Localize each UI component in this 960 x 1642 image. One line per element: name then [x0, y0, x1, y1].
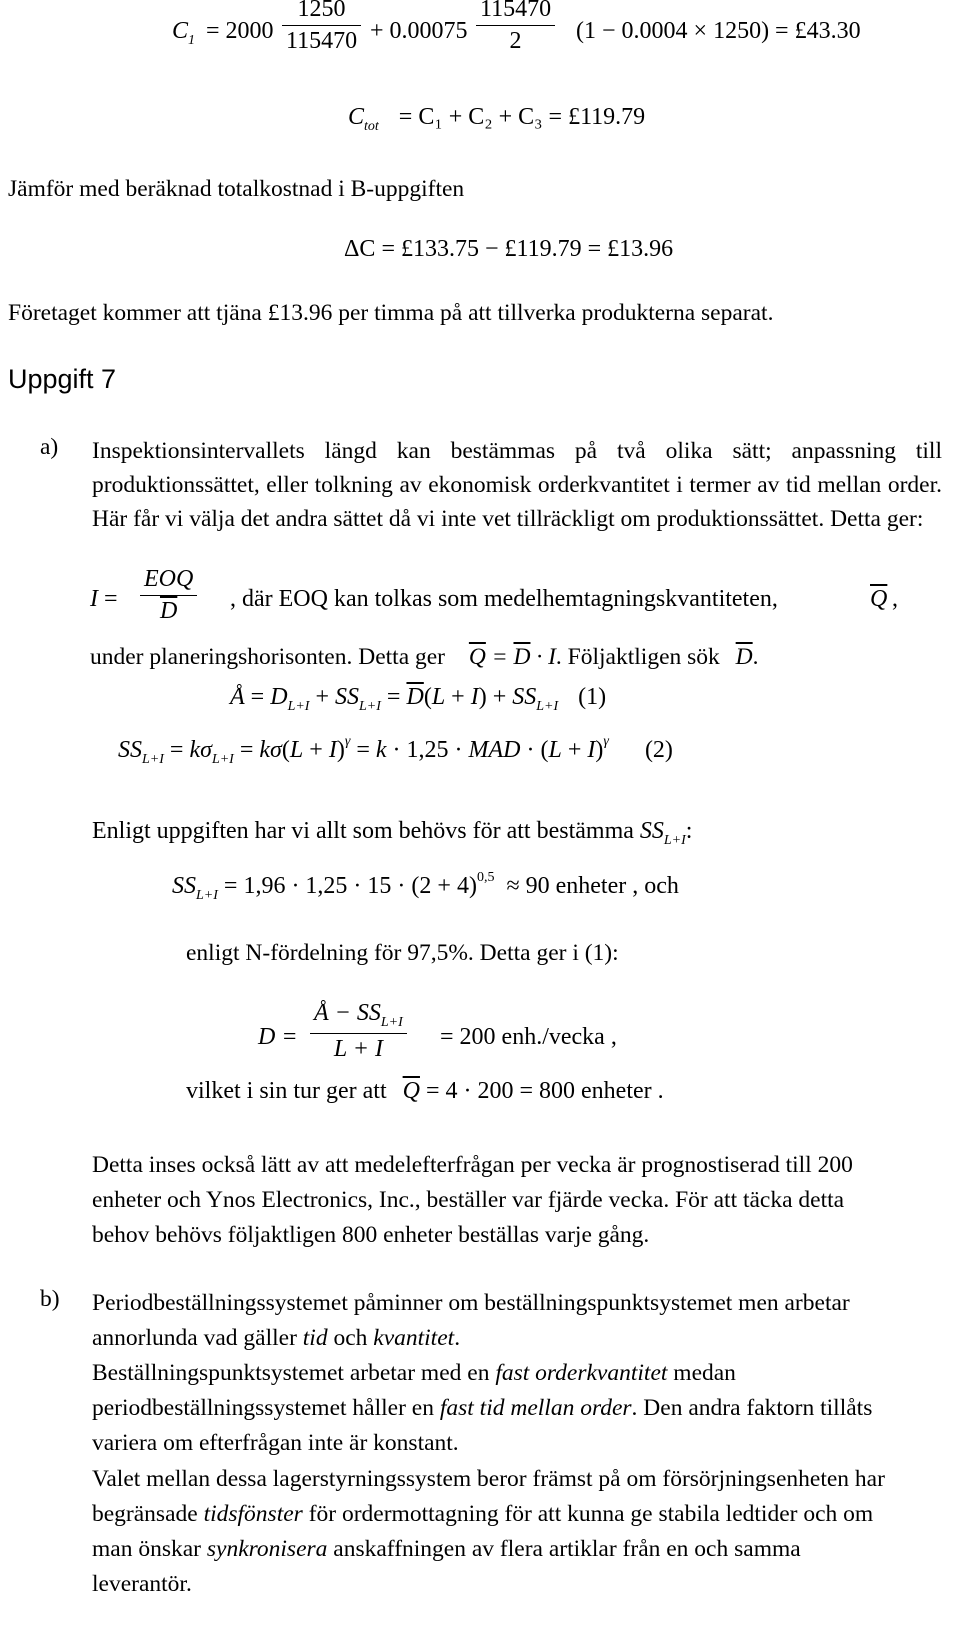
eoq-fraction	[140, 566, 197, 625]
planning-line: under planeringshorisonten. Detta ger $\overline{Q} = \overline{D} \cdot I$. Följaktligen sök $\overline{D}$.	[90, 644, 759, 670]
ss-calculation: $SS_{L+I} = 1,96 \cdot 1,25 \cdot 15 \cdot (2 + 4)^{0,5} \approx 90$ enheter , och	[172, 870, 679, 903]
equation-1-number: (1)	[578, 684, 607, 710]
ctot-result: = C₁ + C₂ + C₃ = £119.79	[398, 104, 646, 130]
part-b-p2: Beställningspunktsystemet arbetar med en fast orderkvantitet medan periodbeställningssystemet håller en fast tid mellan order. Den andra faktorn tillåts variera om efterfrågan inte är konstant.	[92, 1360, 873, 1456]
ss-calc-exponent: 0,5	[476, 870, 495, 885]
eoq-numerator: EOQ	[140, 566, 197, 596]
c1-fraction-1	[282, 0, 361, 55]
ctot-subscript: tot	[364, 119, 379, 134]
following-text: . Följaktligen sök	[555, 644, 720, 670]
conclusion-text: Företaget kommer att tjäna £13.96 per timma på att tillverka produkterna separat.	[8, 300, 774, 326]
q-result-line: vilket i sin tur ger att $\overline{Q} = 4 \cdot 200 = 800$ enheter .	[186, 1078, 664, 1104]
c1-frac2-numerator: 115470	[476, 0, 555, 26]
c1-plus-term: + 0.00075	[370, 18, 468, 44]
c1-equals: = 2000	[206, 18, 274, 44]
q-bar-symbol: $\overline{Q}$	[870, 586, 888, 612]
normal-text: enligt N-fördelning för 97,5%. Detta ger i (1):	[186, 940, 619, 966]
equation-2: $SS_{L+I} = k\sigma_{L+I} = k\sigma(L + I)^\gamma = k \cdot 1,25$ · MAD · $(L + I)^\gamma$ (2)	[118, 734, 673, 767]
c1-subscript: 1	[188, 33, 196, 48]
d-numerator-sub: L+I	[380, 1015, 403, 1030]
q-result-text: vilket i sin tur ger att	[186, 1078, 387, 1104]
detta-paragraph: Detta inses också lätt av att medelefterfrågan per vecka är prognostiserad till 200 enheter och Ynos Electronics, Inc., beställer var fjärde vecka. För att täcka detta behov behövs följaktligen 800 enheter beställas varje gång.	[92, 1152, 853, 1248]
interval-formula: I = EOQ $\overline{D}$ , där EOQ kan tolkas som medelhemtagningskvantiteten, $\overline{Q}$ ,	[90, 566, 898, 624]
d-numerator: Å − SS	[314, 1000, 381, 1026]
c1-frac2-denominator: 2	[509, 28, 522, 54]
delta-formula: ΔC = £133.75 − £119.79 = £13.96	[344, 236, 674, 262]
ss-calc-terms: = 1,96 · 1,25 · 15 · (2 + 4)	[223, 873, 477, 899]
part-b-p1: Periodbeställningssystemet påminner om beställningspunktsystemet men arbetar annorlunda vad gäller tid och kvantitet.	[92, 1290, 850, 1351]
c1-fraction-2	[476, 0, 555, 55]
eoq-explanation: , där EOQ kan tolkas som medelhemtagningskvantiteten,	[230, 586, 778, 612]
d-denominator: L + I	[333, 1036, 383, 1062]
ctot-formula	[348, 104, 645, 135]
compare-text: Jämför med beräknad totalkostnad i B-uppgiften	[8, 176, 465, 202]
q-eq-d-i: $\overline{Q} = \overline{D} \cdot I$	[468, 644, 556, 670]
enligt-text: Enligt uppgiften har vi allt som behövs för att bestämma	[92, 818, 634, 844]
equation-1: Å = $D_{L+I} + SS_{L+I} = \overline{D}(L + I) + SS_{L+I}$ (1)	[230, 684, 607, 714]
part-a-intro: Inspektionsintervallets längd kan bestämmas på två olika sätt; anpassning till produktionssättet, eller tolkning av ekonomisk orderkvantitet i termer av tid mellan order. Här får vi välja det andra sättet då vi inte vet tillräckligt om produktionssättet. Detta ger:	[92, 438, 942, 532]
part-b-label: b)	[40, 1286, 60, 1312]
c1-symbol: C	[172, 18, 189, 44]
part-a-label: a)	[40, 434, 59, 460]
planning-text: under planeringshorisonten. Detta ger	[90, 644, 446, 670]
c1-frac1-denominator: 115470	[286, 28, 358, 54]
part-b-p3: Valet mellan dessa lagerstyrningssystem beror främst på om försörjningsenheten har begränsade tidsfönster för ordermottagning för att kunna ge stabila ledtider och om man önskar synkronisera anskaffningen av flera artiklar från en och samma leverantör.	[92, 1466, 885, 1597]
c1-result: (1 − 0.0004 × 1250) = £43.30	[576, 18, 861, 44]
c1-frac1-numerator: 1250	[282, 0, 361, 26]
d-fraction	[310, 1000, 407, 1063]
eoq-denominator: $\overline{D}$	[159, 598, 178, 624]
enligt-line: Enligt uppgiften har vi allt som behövs för att bestämma $SS_{L+I}$:	[92, 818, 693, 848]
section-heading: Uppgift 7	[8, 364, 117, 394]
ss-calc-result: ≈ 90 enheter , och	[506, 873, 679, 899]
ctot-symbol: C	[348, 104, 365, 130]
equation-2-number: (2)	[644, 737, 673, 763]
q-result-value: = 4 · 200 = 800 enheter .	[425, 1078, 664, 1104]
d-result: = 200 enh./vecka ,	[440, 1024, 617, 1050]
d-formula: D = Å − $SS_{L+I}$ L + I = 200 enh./vecka ,	[258, 1000, 617, 1062]
d-bar-symbol: $\overline{D}$	[735, 644, 753, 670]
